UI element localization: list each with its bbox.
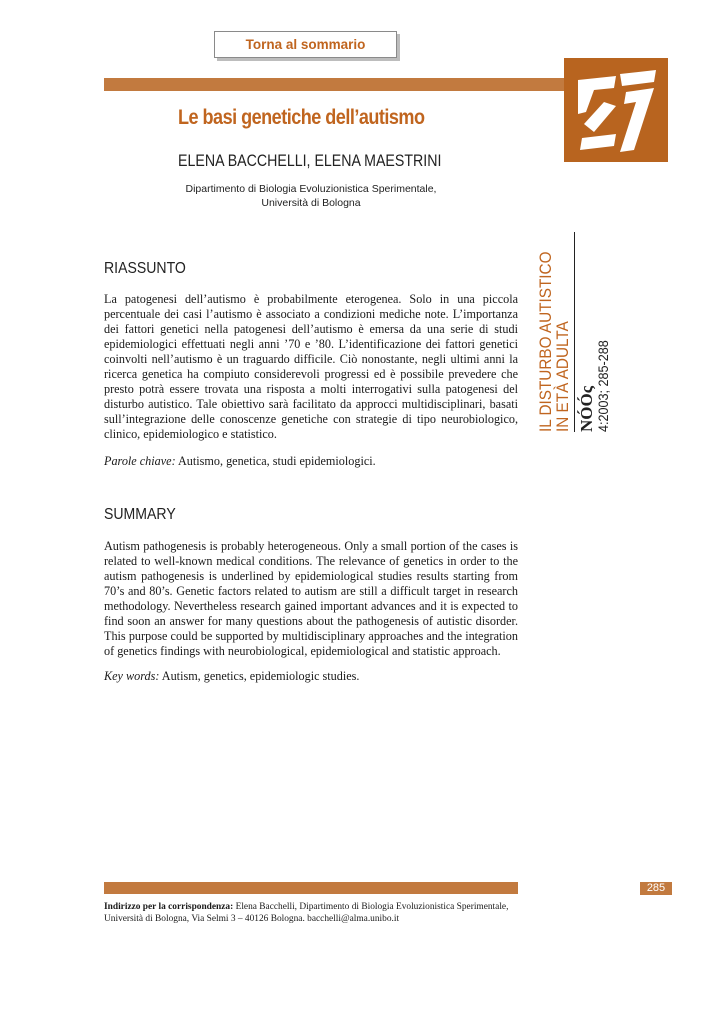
sidebar-rule — [574, 232, 575, 432]
journal-logo — [564, 58, 668, 162]
journal-sidebar — [536, 172, 611, 432]
keywords-label: Key words: — [104, 669, 160, 683]
journal-series-title — [537, 251, 571, 432]
series-title-line-1: IL DISTURBO AUTISTICO — [536, 251, 555, 432]
keywords-text: Autism, genetics, epidemiologic studies. — [161, 669, 360, 683]
riassunto-heading: RIASSUNTO — [104, 260, 186, 277]
page-number: 285 — [640, 882, 672, 895]
affiliation-line-2: Università di Bologna — [261, 197, 361, 209]
article-authors: ELENA BACCHELLI, ELENA MAESTRINI — [178, 152, 442, 170]
series-title-line-2: IN ETÀ ADULTA — [553, 321, 572, 432]
footer-rule-bar — [104, 882, 518, 894]
affiliation-line-1: Dipartimento di Biologia Evoluzionistica Sperimentale, — [185, 183, 437, 195]
article-title: Le basi genetiche dell’autismo — [178, 106, 425, 129]
summary-body: Autism pathogenesis is probably heterogeneous. Only a small portion of the cases is related to well-known medical conditions. The relevance of genetics in order to the autism pathogenesis is underlined by epidemiological studies results starting from 70’s and 80’s. Genetic factors related to autism are still a difficult target in research methodology. Nevertheless research gained important advances and it is expected to find soon an answer for many questions about the pathogenesis of autistic disorder. This purpose could be supported by multidisciplinary approaches and the integration of genetics findings with neurobiological, epidemiological and statistic approach. — [104, 539, 518, 658]
summary-heading: SUMMARY — [104, 506, 176, 523]
journal-name: NÓÓς — [577, 386, 596, 432]
back-to-contents-button[interactable]: Torna al sommario — [214, 31, 397, 58]
author-affiliation — [170, 182, 452, 210]
correspondence-footnote — [104, 902, 524, 925]
summary-keywords — [104, 669, 359, 684]
journal-issue: 4:2003; 285-288 — [595, 340, 611, 432]
riassunto-body: La patogenesi dell’autismo è probabilmente eterogenea. Solo in una piccola percentuale dei casi l’autismo è associato a condizioni mediche note. L’importanza dei fattori genetici nella patogenesi dell’autismo è emersa da una serie di studi epidemiologici effettuati negli anni ’70 e ’80. L’identificazione dei fattori genetici coinvolti nell’autismo è un traguardo difficile. Ciò nonostante, negli ultimi anni la ricerca genetica ha compiuto considerevoli progressi ed è possibile prevedere che presto potrà essere trovata una risposta a molti interrogativi sulla patogenesi del disturbo autistico. Tale obiettivo sarà facilitato da approcci multidisciplinari, basati sull’integrazione delle conoscenze genetiche con strategie di tipo neurobiologico, clinico, epidemiologico e statistico. — [104, 292, 518, 441]
keywords-text: Autismo, genetica, studi epidemiologici. — [178, 454, 376, 468]
keywords-label: Parole chiave: — [104, 454, 176, 468]
header-rule-bar — [104, 78, 564, 91]
correspondence-label: Indirizzo per la corrispondenza: — [104, 902, 234, 912]
riassunto-keywords — [104, 454, 376, 469]
correspondence-text: Elena Bacchelli, Dipartimento di Biologia Evoluzionistica Sperimentale, Università di Bologna, Via Selmi 3 – 40126 Bologna. bacchelli@alma.unibo.it — [104, 902, 509, 924]
